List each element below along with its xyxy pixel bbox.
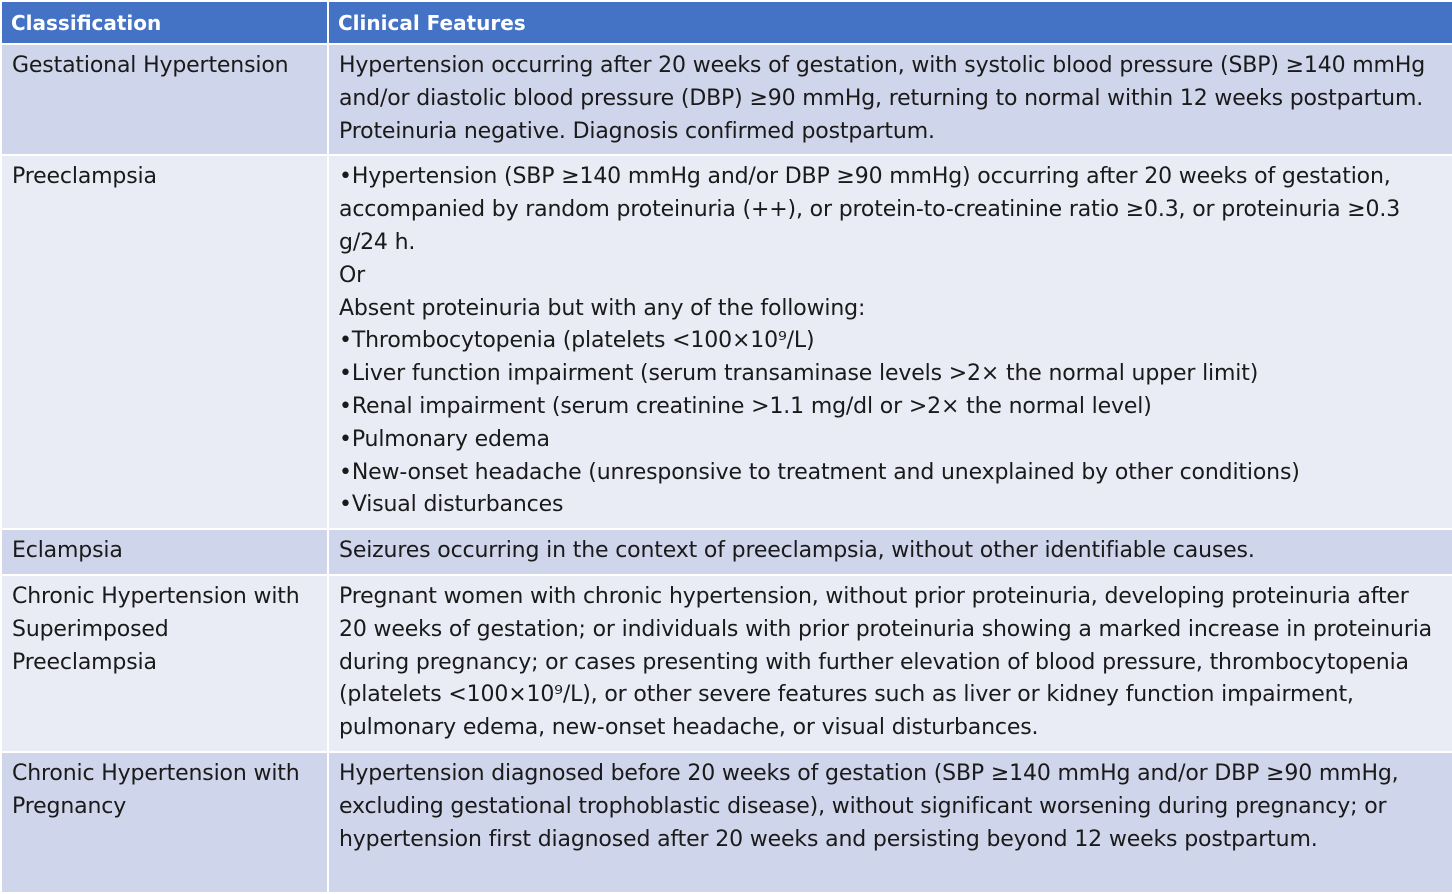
feature-line: Absent proteinuria but with any of the following: — [339, 295, 866, 321]
feature-line: •Renal impairment (serum creatinine >1.1 mg/dl or >2× the normal level) — [339, 393, 1152, 419]
features-cell: Pregnant women with chronic hypertension, without prior proteinuria, developing proteinuria after 20 weeks of gestation; or individuals with prior proteinuria showing a marked increase in proteinuria during pregnancy; or cases presenting with further elevation of blood pressure, thrombocytopenia (platelets <100×10⁹/L), or other severe features such as liver or kidney function impairment, pulmonary edema, new-onset headache, or visual disturbances. — [328, 575, 1452, 752]
table-row — [1, 155, 1452, 529]
feature-line: •Pulmonary edema — [339, 426, 550, 452]
table-header-row — [1, 1, 1452, 44]
feature-line: •Thrombocytopenia (platelets <100×10⁹/L) — [339, 328, 815, 354]
features-cell — [328, 155, 1452, 529]
column-header-classification: Classification — [1, 1, 328, 44]
classification-cell: Preeclampsia — [1, 155, 328, 529]
features-cell: Seizures occurring in the context of preeclampsia, without other identifiable causes. — [328, 529, 1452, 575]
features-cell: Hypertension occurring after 20 weeks of gestation, with systolic blood pressure (SBP) ≥140 mmHg and/or diastolic blood pressure (DBP) ≥90 mmHg, returning to normal within 12 weeks postpartum. Proteinuria negative. Diagnosis confirmed postpartum. — [328, 44, 1452, 155]
column-header-clinical-features: Clinical Features — [328, 1, 1452, 44]
classification-cell: Chronic Hypertension with Superimposed Preeclampsia — [1, 575, 328, 752]
features-cell: Hypertension diagnosed before 20 weeks of gestation (SBP ≥140 mmHg and/or DBP ≥90 mmHg, excluding gestational trophoblastic disease), without significant worsening during pregnancy; or hypertension first diagnosed after 20 weeks and persisting beyond 12 weeks postpartum. — [328, 752, 1452, 893]
table-row — [1, 44, 1452, 155]
classification-cell: Eclampsia — [1, 529, 328, 575]
classification-cell: Chronic Hypertension with Pregnancy — [1, 752, 328, 893]
feature-line: •Hypertension (SBP ≥140 mmHg and/or DBP ≥90 mmHg) occurring after 20 weeks of gestation, accompanied by random proteinuria (++), or protein-to-creatinine ratio ≥0.3, or proteinuria ≥0.3 g/24 h. — [339, 164, 1401, 255]
feature-line: •Liver function impairment (serum transaminase levels >2× the normal upper limit) — [339, 361, 1259, 387]
table-row — [1, 752, 1452, 893]
classification-cell: Gestational Hypertension — [1, 44, 328, 155]
feature-line: Or — [339, 262, 366, 288]
table-row — [1, 529, 1452, 575]
feature-line: •New-onset headache (unresponsive to treatment and unexplained by other conditions) — [339, 459, 1300, 485]
feature-line: •Visual disturbances — [339, 492, 564, 518]
table-row — [1, 575, 1452, 752]
